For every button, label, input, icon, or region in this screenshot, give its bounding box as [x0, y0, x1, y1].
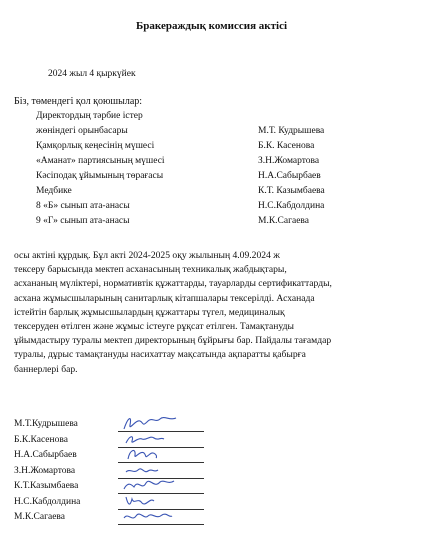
member-role: Қамқорлық кеңесінің мүшесі: [36, 141, 155, 151]
member-name: Б.К. Касенова: [258, 141, 315, 151]
signatory-name: М.Т.Кудрышева: [14, 419, 78, 429]
body-line: тексеруден өтілген және жұмыс істеуге рұқсат етілген. Тамақтануды: [14, 321, 294, 333]
member-name: Н.С.Кабдолдина: [258, 201, 325, 211]
member-row: [0, 156, 423, 171]
body-line: тексеру барысында мектеп асханасының техникалық жабдықтары,: [14, 264, 287, 276]
member-name: М.Т. Кудрышева: [258, 126, 325, 136]
document-title: Бракераждық комиссия актісі: [135, 20, 288, 32]
member-role: 8 «Б» сынып ата-анасы: [36, 201, 130, 211]
document-date: 2024 жыл 4 қыркүйек: [48, 69, 136, 79]
intro-text: Біз, төмендегі қол қоюшылар:: [14, 96, 143, 107]
member-row: [0, 216, 423, 231]
member-row: [0, 201, 423, 216]
body-line: баннерлері бар.: [14, 363, 78, 375]
body-line: туралы, дұрыс тамақтануды насихаттау мақсатында ақпаратты қабырға: [14, 349, 306, 361]
member-name: К.Т. Казымбаева: [258, 186, 325, 196]
member-name: М.К.Сагаева: [258, 216, 309, 226]
member-name: Н.А.Сабырбаев: [258, 171, 321, 181]
signatory-name: З.Н.Жомартова: [14, 465, 76, 476]
body-line: асхана жұмысшыларының санитарлық кітапшалары тексерілді. Асханада: [14, 292, 315, 304]
member-row: [0, 126, 423, 141]
member-role: 9 «Г» сынып ата-анасы: [36, 216, 130, 226]
body-line: ұйымдастыру туралы мектеп директорының бұйрығы бар. Пайдалы тағамдар: [14, 335, 332, 347]
signatory-name: М.К.Сагаева: [14, 512, 65, 522]
act-body-text: [14, 249, 414, 377]
member-row: [0, 111, 423, 126]
signatory-name: Б.К.Касенова: [14, 434, 68, 445]
member-name: З.Н.Жомартова: [258, 156, 320, 166]
signatory-name: Н.А.Сабырбаев: [14, 450, 77, 460]
member-role: Директордың тәрбие істер: [36, 111, 143, 121]
body-line: асхананың мүліктері, нормативтік құжаттарды, тауарларды сертификаттарды,: [14, 278, 332, 290]
signature-row: [14, 512, 314, 528]
member-row: [0, 171, 423, 186]
body-line: осы актіні құрдық. Бұл акті 2024-2025 оқу жылының 4.09.2024 ж: [14, 250, 280, 261]
handwritten-signature: [120, 506, 180, 526]
signatory-name: Н.С.Кабдолдина: [14, 496, 81, 507]
member-row: [0, 186, 423, 201]
member-role: Кәсіподақ ұйымының төрағасы: [36, 171, 164, 181]
member-role: Медбике: [36, 186, 72, 196]
member-role: жөніндегі орынбасары: [36, 126, 128, 136]
body-line: істейтін барлық жұмысшылардың құжаттары түгел, медициналық: [14, 306, 285, 318]
signatory-name: К.Т.Казымбаева: [14, 481, 79, 491]
signature-block: [14, 419, 314, 528]
commission-members: [0, 111, 423, 231]
member-role: «Аманат» партиясының мүшесі: [36, 156, 165, 166]
member-row: [0, 141, 423, 156]
